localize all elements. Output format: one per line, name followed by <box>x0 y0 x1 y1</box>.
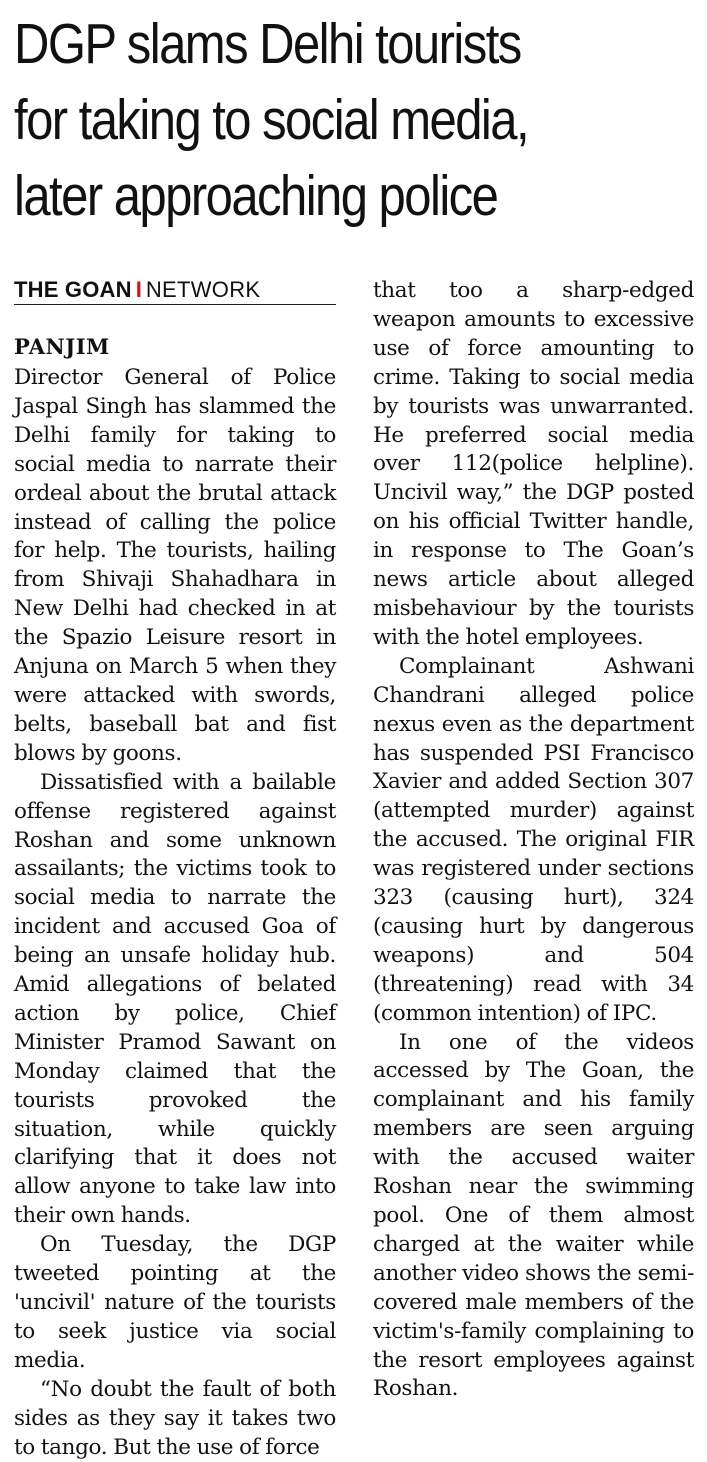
headline-line: DGP slams Delhi tourists <box>14 12 521 76</box>
headline-line: for taking to social media, <box>14 88 529 152</box>
article-paragraph: Director General of Police Jaspal Singh has slammed the Delhi family for taking to social media to narrate their ordeal about the brutal attack instead of calling the police for help. The tourists, hailing from Shivaji Shahadhara in New Delhi had checked in at the Spazio Leisure resort in Anjuna on March 5 when they were attacked with swords, belts, baseball bat and fist blows by goons. <box>14 365 336 766</box>
article-paragraph: In one of the videos accessed by The Goan, the complainant and his family members are seen arguing with the accused waiter Roshan near the swimming pool. One of them almost charged at the waiter while another video shows the semi-covered male members of the victim's-family complaining to the resort employees against Roshan. <box>373 1029 694 1402</box>
article-paragraph: On Tuesday, the DGP tweeted pointing at the 'uncivil' nature of the tourists to seek justice via social media. <box>14 1232 336 1373</box>
article-column-right <box>373 277 694 1404</box>
byline-separator: I <box>135 277 142 302</box>
byline-section: NETWORK <box>145 277 261 302</box>
article-paragraph: Complainant Ashwani Chandrani alleged police nexus even as the department has suspended PSI Francisco Xavier and added Section 307 (attempted murder) against the accused. The original FIR was registered under sections 323 (causing hurt), 324 (causing hurt by dangerous weapons) and 504 (threatening) read with 34 (common intention) of IPC. <box>373 653 694 1026</box>
dateline: PANJIM <box>14 334 110 359</box>
article-column-left <box>14 364 336 1462</box>
article-paragraph: that too a sharp-edged weapon amounts to excessive use of force amounting to crime. Taking to social media by tourists was unwarranted. He preferred social media over 112(police helpline). Uncivil way,” the DGP posted on his official Twitter handle, in response to The Goan’s news article about alleged misbehaviour by the tourists with the hotel employees. <box>373 278 694 650</box>
headline <box>14 6 603 234</box>
byline <box>14 276 336 305</box>
headline-line: later approaching police <box>14 164 498 228</box>
byline-paper-name: THE GOAN <box>14 277 132 302</box>
article-paragraph: Dissatisfied with a bailable offense registered against Roshan and some unknown assailants; the victims took to social media to narrate the incident and accused Goa of being an unsafe holiday hub. Amid allegations of belated action by police, Chief Minister Pramod Sawant on Monday claimed that the tourists provoked the situation, while quickly clarifying that it does not allow anyone to take law into their own hands. <box>14 769 336 1229</box>
article-paragraph: “No doubt the fault of both sides as they say it takes two to tango. But the use of force <box>14 1376 336 1460</box>
